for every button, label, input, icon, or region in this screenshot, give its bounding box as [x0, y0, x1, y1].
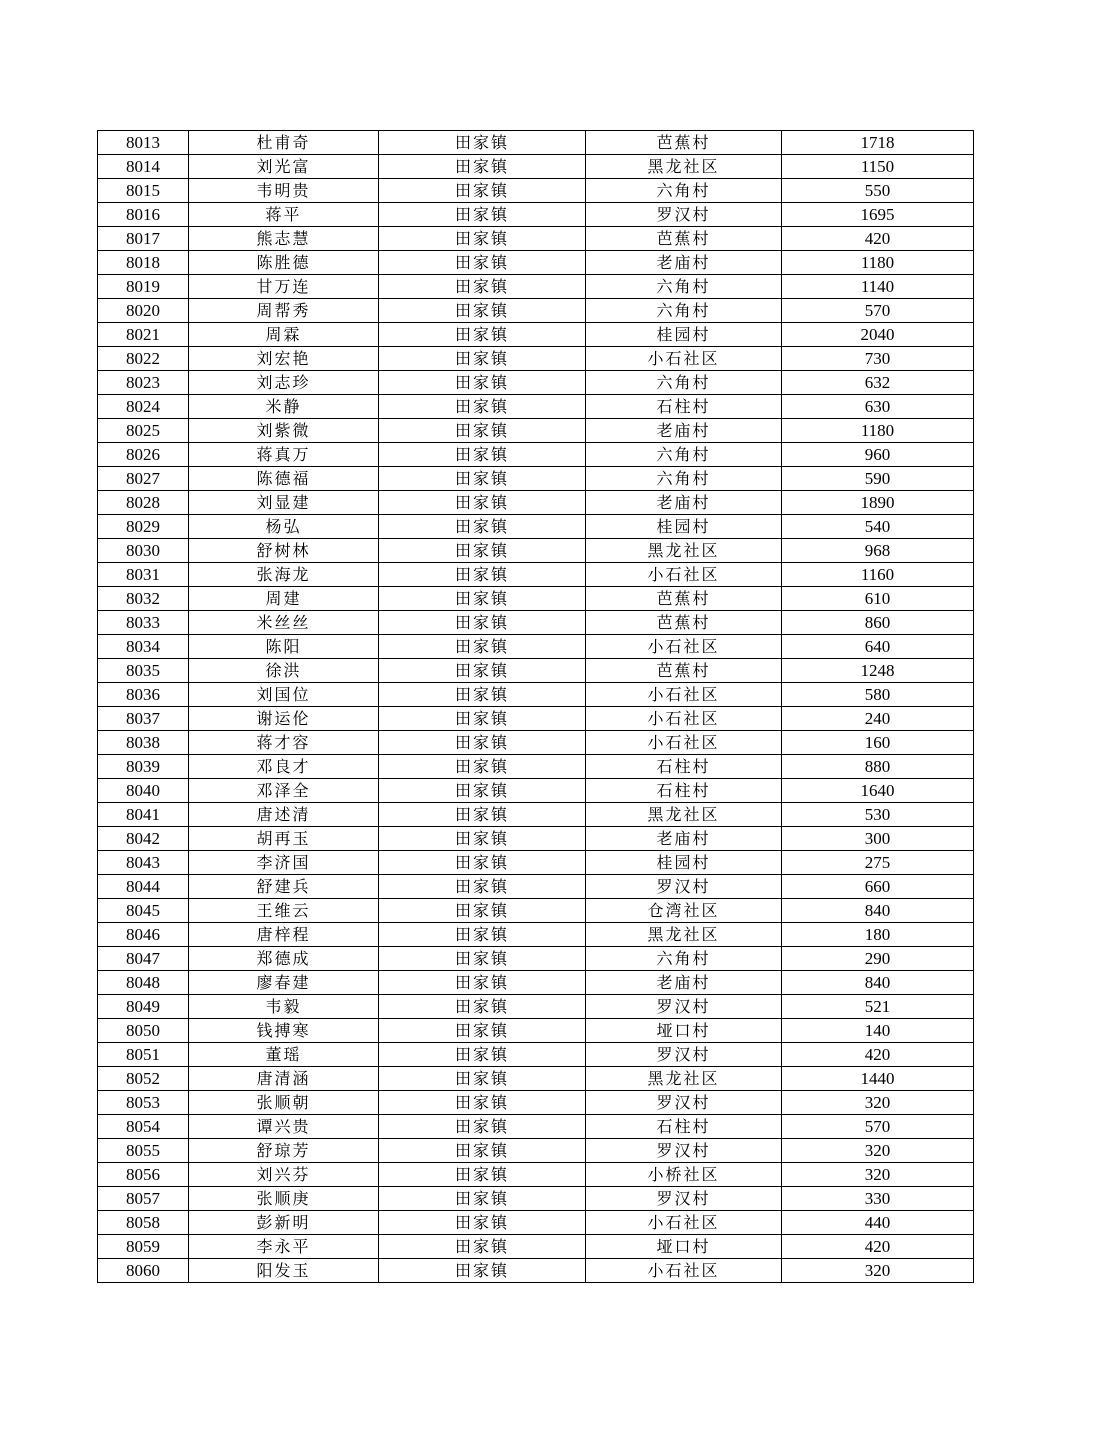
- town-cell: 田家镇: [379, 971, 586, 995]
- table-row: [98, 731, 974, 755]
- serial-number-cell: 8032: [98, 587, 189, 611]
- village-cell: 小石社区: [586, 563, 782, 587]
- village-cell: 罗汉村: [586, 1187, 782, 1211]
- town-cell: 田家镇: [379, 1211, 586, 1235]
- serial-number-cell: 8015: [98, 179, 189, 203]
- town-cell: 田家镇: [379, 683, 586, 707]
- name-cell: 张海龙: [189, 563, 379, 587]
- town-cell: 田家镇: [379, 371, 586, 395]
- amount-cell: 1695: [782, 203, 974, 227]
- village-cell: 黑龙社区: [586, 803, 782, 827]
- serial-number-cell: 8053: [98, 1091, 189, 1115]
- table-row: [98, 155, 974, 179]
- amount-cell: 530: [782, 803, 974, 827]
- name-cell: 阳发玉: [189, 1259, 379, 1283]
- village-cell: 小石社区: [586, 1259, 782, 1283]
- table-row: [98, 251, 974, 275]
- serial-number-cell: 8037: [98, 707, 189, 731]
- table-row: [98, 491, 974, 515]
- town-cell: 田家镇: [379, 539, 586, 563]
- village-cell: 黑龙社区: [586, 539, 782, 563]
- village-cell: 老庙村: [586, 491, 782, 515]
- amount-cell: 1640: [782, 779, 974, 803]
- table-row: [98, 683, 974, 707]
- table-row: [98, 899, 974, 923]
- town-cell: 田家镇: [379, 1067, 586, 1091]
- town-cell: 田家镇: [379, 1163, 586, 1187]
- amount-cell: 1150: [782, 155, 974, 179]
- amount-cell: 180: [782, 923, 974, 947]
- serial-number-cell: 8024: [98, 395, 189, 419]
- town-cell: 田家镇: [379, 1139, 586, 1163]
- village-cell: 黑龙社区: [586, 155, 782, 179]
- table-row: [98, 299, 974, 323]
- serial-number-cell: 8044: [98, 875, 189, 899]
- serial-number-cell: 8020: [98, 299, 189, 323]
- serial-number-cell: 8059: [98, 1235, 189, 1259]
- serial-number-cell: 8041: [98, 803, 189, 827]
- serial-number-cell: 8043: [98, 851, 189, 875]
- name-cell: 陈胜德: [189, 251, 379, 275]
- serial-number-cell: 8034: [98, 635, 189, 659]
- village-cell: 六角村: [586, 947, 782, 971]
- town-cell: 田家镇: [379, 179, 586, 203]
- name-cell: 胡再玉: [189, 827, 379, 851]
- village-cell: 桂园村: [586, 515, 782, 539]
- table-row: [98, 539, 974, 563]
- serial-number-cell: 8045: [98, 899, 189, 923]
- amount-cell: 570: [782, 1115, 974, 1139]
- name-cell: 周建: [189, 587, 379, 611]
- amount-cell: 240: [782, 707, 974, 731]
- village-cell: 石柱村: [586, 395, 782, 419]
- serial-number-cell: 8033: [98, 611, 189, 635]
- village-cell: 六角村: [586, 443, 782, 467]
- name-cell: 周帮秀: [189, 299, 379, 323]
- serial-number-cell: 8060: [98, 1259, 189, 1283]
- village-cell: 桂园村: [586, 851, 782, 875]
- serial-number-cell: 8052: [98, 1067, 189, 1091]
- town-cell: 田家镇: [379, 155, 586, 179]
- amount-cell: 580: [782, 683, 974, 707]
- village-cell: 垭口村: [586, 1019, 782, 1043]
- village-cell: 芭蕉村: [586, 131, 782, 155]
- village-cell: 六角村: [586, 371, 782, 395]
- town-cell: 田家镇: [379, 443, 586, 467]
- town-cell: 田家镇: [379, 275, 586, 299]
- table-row: [98, 779, 974, 803]
- village-cell: 芭蕉村: [586, 587, 782, 611]
- table-row: [98, 755, 974, 779]
- table-row: [98, 1019, 974, 1043]
- serial-number-cell: 8055: [98, 1139, 189, 1163]
- town-cell: 田家镇: [379, 923, 586, 947]
- town-cell: 田家镇: [379, 299, 586, 323]
- roster-table-body: [98, 131, 974, 1283]
- town-cell: 田家镇: [379, 131, 586, 155]
- table-row: [98, 1235, 974, 1259]
- amount-cell: 290: [782, 947, 974, 971]
- amount-cell: 2040: [782, 323, 974, 347]
- village-cell: 石柱村: [586, 779, 782, 803]
- table-row: [98, 395, 974, 419]
- amount-cell: 1890: [782, 491, 974, 515]
- table-row: [98, 971, 974, 995]
- table-row: [98, 1211, 974, 1235]
- table-row: [98, 1115, 974, 1139]
- table-row: [98, 1139, 974, 1163]
- village-cell: 老庙村: [586, 419, 782, 443]
- town-cell: 田家镇: [379, 227, 586, 251]
- town-cell: 田家镇: [379, 587, 586, 611]
- serial-number-cell: 8029: [98, 515, 189, 539]
- name-cell: 刘志珍: [189, 371, 379, 395]
- town-cell: 田家镇: [379, 467, 586, 491]
- name-cell: 米丝丝: [189, 611, 379, 635]
- name-cell: 唐述清: [189, 803, 379, 827]
- name-cell: 唐梓程: [189, 923, 379, 947]
- table-row: [98, 275, 974, 299]
- serial-number-cell: 8030: [98, 539, 189, 563]
- table-row: [98, 827, 974, 851]
- town-cell: 田家镇: [379, 323, 586, 347]
- serial-number-cell: 8038: [98, 731, 189, 755]
- name-cell: 韦毅: [189, 995, 379, 1019]
- amount-cell: 440: [782, 1211, 974, 1235]
- amount-cell: 420: [782, 227, 974, 251]
- name-cell: 陈德福: [189, 467, 379, 491]
- table-row: [98, 923, 974, 947]
- table-row: [98, 371, 974, 395]
- table-row: [98, 1187, 974, 1211]
- table-row: [98, 563, 974, 587]
- name-cell: 邓良才: [189, 755, 379, 779]
- amount-cell: 320: [782, 1091, 974, 1115]
- town-cell: 田家镇: [379, 491, 586, 515]
- serial-number-cell: 8026: [98, 443, 189, 467]
- table-row: [98, 995, 974, 1019]
- name-cell: 张顺庚: [189, 1187, 379, 1211]
- serial-number-cell: 8028: [98, 491, 189, 515]
- table-row: [98, 1067, 974, 1091]
- village-cell: 罗汉村: [586, 995, 782, 1019]
- amount-cell: 660: [782, 875, 974, 899]
- serial-number-cell: 8042: [98, 827, 189, 851]
- village-cell: 罗汉村: [586, 875, 782, 899]
- town-cell: 田家镇: [379, 851, 586, 875]
- table-row: [98, 467, 974, 491]
- table-row: [98, 1259, 974, 1283]
- village-cell: 六角村: [586, 275, 782, 299]
- name-cell: 刘光富: [189, 155, 379, 179]
- name-cell: 唐清涵: [189, 1067, 379, 1091]
- village-cell: 桂园村: [586, 323, 782, 347]
- amount-cell: 275: [782, 851, 974, 875]
- amount-cell: 840: [782, 899, 974, 923]
- amount-cell: 1440: [782, 1067, 974, 1091]
- name-cell: 陈阳: [189, 635, 379, 659]
- town-cell: 田家镇: [379, 395, 586, 419]
- town-cell: 田家镇: [379, 803, 586, 827]
- name-cell: 蒋才容: [189, 731, 379, 755]
- village-cell: 小石社区: [586, 635, 782, 659]
- village-cell: 芭蕉村: [586, 611, 782, 635]
- serial-number-cell: 8047: [98, 947, 189, 971]
- amount-cell: 420: [782, 1235, 974, 1259]
- name-cell: 廖春建: [189, 971, 379, 995]
- amount-cell: 140: [782, 1019, 974, 1043]
- amount-cell: 1180: [782, 251, 974, 275]
- amount-cell: 1160: [782, 563, 974, 587]
- town-cell: 田家镇: [379, 875, 586, 899]
- serial-number-cell: 8040: [98, 779, 189, 803]
- serial-number-cell: 8056: [98, 1163, 189, 1187]
- amount-cell: 540: [782, 515, 974, 539]
- village-cell: 六角村: [586, 299, 782, 323]
- name-cell: 张顺朝: [189, 1091, 379, 1115]
- table-row: [98, 1043, 974, 1067]
- table-row: [98, 851, 974, 875]
- table-row: [98, 875, 974, 899]
- name-cell: 李永平: [189, 1235, 379, 1259]
- amount-cell: 640: [782, 635, 974, 659]
- town-cell: 田家镇: [379, 659, 586, 683]
- amount-cell: 550: [782, 179, 974, 203]
- table-row: [98, 203, 974, 227]
- town-cell: 田家镇: [379, 779, 586, 803]
- village-cell: 小石社区: [586, 707, 782, 731]
- amount-cell: 320: [782, 1139, 974, 1163]
- town-cell: 田家镇: [379, 1235, 586, 1259]
- table-row: [98, 443, 974, 467]
- serial-number-cell: 8021: [98, 323, 189, 347]
- serial-number-cell: 8058: [98, 1211, 189, 1235]
- amount-cell: 320: [782, 1259, 974, 1283]
- serial-number-cell: 8051: [98, 1043, 189, 1067]
- town-cell: 田家镇: [379, 1187, 586, 1211]
- amount-cell: 860: [782, 611, 974, 635]
- town-cell: 田家镇: [379, 899, 586, 923]
- town-cell: 田家镇: [379, 515, 586, 539]
- table-row: [98, 179, 974, 203]
- name-cell: 刘紫微: [189, 419, 379, 443]
- table-row: [98, 515, 974, 539]
- serial-number-cell: 8018: [98, 251, 189, 275]
- name-cell: 郑德成: [189, 947, 379, 971]
- village-cell: 罗汉村: [586, 1139, 782, 1163]
- table-row: [98, 587, 974, 611]
- village-cell: 罗汉村: [586, 1091, 782, 1115]
- table-row: [98, 419, 974, 443]
- name-cell: 蒋平: [189, 203, 379, 227]
- amount-cell: 160: [782, 731, 974, 755]
- amount-cell: 1248: [782, 659, 974, 683]
- village-cell: 黑龙社区: [586, 923, 782, 947]
- amount-cell: 1180: [782, 419, 974, 443]
- town-cell: 田家镇: [379, 635, 586, 659]
- amount-cell: 1718: [782, 131, 974, 155]
- serial-number-cell: 8039: [98, 755, 189, 779]
- village-cell: 小石社区: [586, 1211, 782, 1235]
- town-cell: 田家镇: [379, 1115, 586, 1139]
- amount-cell: 610: [782, 587, 974, 611]
- table-row: [98, 803, 974, 827]
- amount-cell: 420: [782, 1043, 974, 1067]
- table-row: [98, 323, 974, 347]
- village-cell: 小石社区: [586, 347, 782, 371]
- name-cell: 周霖: [189, 323, 379, 347]
- table-row: [98, 635, 974, 659]
- village-cell: 老庙村: [586, 827, 782, 851]
- town-cell: 田家镇: [379, 995, 586, 1019]
- amount-cell: 1140: [782, 275, 974, 299]
- serial-number-cell: 8023: [98, 371, 189, 395]
- town-cell: 田家镇: [379, 1019, 586, 1043]
- amount-cell: 960: [782, 443, 974, 467]
- amount-cell: 880: [782, 755, 974, 779]
- village-cell: 六角村: [586, 179, 782, 203]
- serial-number-cell: 8014: [98, 155, 189, 179]
- serial-number-cell: 8046: [98, 923, 189, 947]
- village-cell: 垭口村: [586, 1235, 782, 1259]
- name-cell: 甘万连: [189, 275, 379, 299]
- serial-number-cell: 8019: [98, 275, 189, 299]
- village-cell: 芭蕉村: [586, 659, 782, 683]
- village-cell: 罗汉村: [586, 1043, 782, 1067]
- table-row: [98, 611, 974, 635]
- serial-number-cell: 8017: [98, 227, 189, 251]
- serial-number-cell: 8027: [98, 467, 189, 491]
- table-row: [98, 227, 974, 251]
- village-cell: 小石社区: [586, 683, 782, 707]
- amount-cell: 320: [782, 1163, 974, 1187]
- name-cell: 李济国: [189, 851, 379, 875]
- name-cell: 刘国位: [189, 683, 379, 707]
- name-cell: 蒋真万: [189, 443, 379, 467]
- name-cell: 彭新明: [189, 1211, 379, 1235]
- village-cell: 老庙村: [586, 251, 782, 275]
- village-cell: 黑龙社区: [586, 1067, 782, 1091]
- town-cell: 田家镇: [379, 611, 586, 635]
- amount-cell: 632: [782, 371, 974, 395]
- name-cell: 熊志慧: [189, 227, 379, 251]
- town-cell: 田家镇: [379, 1091, 586, 1115]
- town-cell: 田家镇: [379, 947, 586, 971]
- name-cell: 米静: [189, 395, 379, 419]
- serial-number-cell: 8022: [98, 347, 189, 371]
- amount-cell: 590: [782, 467, 974, 491]
- town-cell: 田家镇: [379, 203, 586, 227]
- village-cell: 六角村: [586, 467, 782, 491]
- amount-cell: 570: [782, 299, 974, 323]
- serial-number-cell: 8025: [98, 419, 189, 443]
- table-row: [98, 1091, 974, 1115]
- name-cell: 杨弘: [189, 515, 379, 539]
- serial-number-cell: 8036: [98, 683, 189, 707]
- table-row: [98, 347, 974, 371]
- amount-cell: 968: [782, 539, 974, 563]
- name-cell: 韦明贵: [189, 179, 379, 203]
- village-cell: 芭蕉村: [586, 227, 782, 251]
- name-cell: 舒琼芳: [189, 1139, 379, 1163]
- town-cell: 田家镇: [379, 251, 586, 275]
- name-cell: 刘兴芬: [189, 1163, 379, 1187]
- town-cell: 田家镇: [379, 347, 586, 371]
- town-cell: 田家镇: [379, 1259, 586, 1283]
- town-cell: 田家镇: [379, 1043, 586, 1067]
- name-cell: 徐洪: [189, 659, 379, 683]
- name-cell: 刘宏艳: [189, 347, 379, 371]
- amount-cell: 630: [782, 395, 974, 419]
- amount-cell: 330: [782, 1187, 974, 1211]
- village-cell: 仓湾社区: [586, 899, 782, 923]
- name-cell: 钱搏寒: [189, 1019, 379, 1043]
- serial-number-cell: 8048: [98, 971, 189, 995]
- table-row: [98, 1163, 974, 1187]
- town-cell: 田家镇: [379, 827, 586, 851]
- village-cell: 石柱村: [586, 1115, 782, 1139]
- amount-cell: 730: [782, 347, 974, 371]
- amount-cell: 521: [782, 995, 974, 1019]
- name-cell: 王维云: [189, 899, 379, 923]
- table-row: [98, 707, 974, 731]
- town-cell: 田家镇: [379, 755, 586, 779]
- table-row: [98, 131, 974, 155]
- amount-cell: 840: [782, 971, 974, 995]
- town-cell: 田家镇: [379, 707, 586, 731]
- name-cell: 邓泽全: [189, 779, 379, 803]
- serial-number-cell: 8035: [98, 659, 189, 683]
- village-cell: 罗汉村: [586, 203, 782, 227]
- town-cell: 田家镇: [379, 731, 586, 755]
- village-cell: 小桥社区: [586, 1163, 782, 1187]
- name-cell: 杜甫奇: [189, 131, 379, 155]
- town-cell: 田家镇: [379, 563, 586, 587]
- serial-number-cell: 8054: [98, 1115, 189, 1139]
- table-row: [98, 947, 974, 971]
- table-row: [98, 659, 974, 683]
- roster-table: [97, 130, 974, 1283]
- name-cell: 舒树林: [189, 539, 379, 563]
- name-cell: 舒建兵: [189, 875, 379, 899]
- name-cell: 刘显建: [189, 491, 379, 515]
- serial-number-cell: 8050: [98, 1019, 189, 1043]
- serial-number-cell: 8016: [98, 203, 189, 227]
- village-cell: 小石社区: [586, 731, 782, 755]
- village-cell: 石柱村: [586, 755, 782, 779]
- name-cell: 董瑶: [189, 1043, 379, 1067]
- town-cell: 田家镇: [379, 419, 586, 443]
- name-cell: 谢运伦: [189, 707, 379, 731]
- serial-number-cell: 8013: [98, 131, 189, 155]
- serial-number-cell: 8049: [98, 995, 189, 1019]
- name-cell: 谭兴贵: [189, 1115, 379, 1139]
- village-cell: 老庙村: [586, 971, 782, 995]
- serial-number-cell: 8031: [98, 563, 189, 587]
- amount-cell: 300: [782, 827, 974, 851]
- serial-number-cell: 8057: [98, 1187, 189, 1211]
